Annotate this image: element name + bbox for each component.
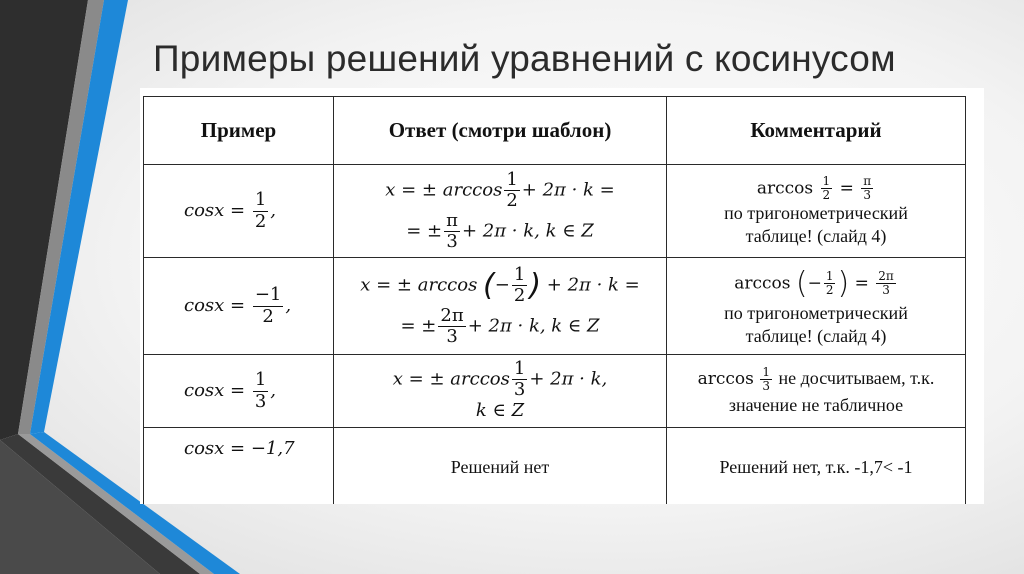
example-cell: [144, 355, 334, 428]
comment-line-2: по тригонометрический: [724, 203, 908, 224]
answer-line-1: x = ± arccos $\frac{1}{3}$ + 2π · k,: [392, 358, 608, 401]
table-row: [144, 258, 966, 355]
examples-table: [143, 96, 966, 504]
comment-cell: [667, 258, 966, 355]
comment-formula: arccos $\frac{1}{2}$ = $\frac{\pi}{3}$: [756, 173, 872, 202]
example-cell: [144, 258, 334, 355]
answer-line-1: x = ± arccos (− $\frac{1}{2}$ ) + 2π · k =: [360, 263, 640, 306]
example-formula: cosx = $\frac{1}{3}$ ,: [184, 369, 277, 412]
answer-line-2: = ± $\frac{2\pi}{3}$ + 2π · k, k ∈ Z: [400, 305, 600, 348]
answer-line-2: = ± $\frac{\pi}{3}$ + 2π · k, k ∈ Z: [406, 210, 594, 253]
example-formula: cosx = $\frac{-1}{2}$ ,: [184, 284, 292, 327]
example-cell: [144, 165, 334, 258]
comment-line-1: arccos $\frac{1}{3}$ не досчитываем, т.к.: [697, 364, 935, 394]
answer-line-1: x = ± arccos $\frac{1}{2}$ + 2π · k =: [385, 168, 615, 211]
comment-cell: [667, 165, 966, 258]
comment-cell: Решений нет, т.к. -1,7< -1: [667, 428, 966, 505]
answer-cell: [334, 355, 667, 428]
answer-cell: [334, 258, 667, 355]
table-row: [144, 355, 966, 428]
comment-line-2: значение не табличное: [728, 394, 904, 415]
example-formula: cosx = −1,7: [184, 438, 295, 459]
comment-cell: [667, 355, 966, 428]
comment-formula: arccos (− $\frac{1}{2}$ ) = $\frac{2\pi}{3}$: [734, 265, 894, 301]
answer-cell: Решений нет: [334, 428, 667, 505]
table-row: [144, 428, 966, 505]
answer-line-2: k ∈ Z: [475, 400, 525, 422]
header-answer: Ответ (смотри шаблон): [334, 97, 667, 165]
comment-line-3: таблице! (слайд 4): [745, 225, 887, 246]
example-formula: cosx = $\frac{1}{2}$ ,: [184, 189, 277, 232]
examples-table-container: [140, 88, 984, 504]
table-row: [144, 165, 966, 258]
comment-line-2: по тригонометрический: [724, 303, 908, 324]
table-header-row: [144, 97, 966, 165]
answer-cell: [334, 165, 667, 258]
slide-title: Примеры решений уравнений с косинусом: [153, 38, 896, 79]
header-comment: Комментарий: [667, 97, 966, 165]
example-cell: [144, 428, 334, 505]
comment-line-3: таблице! (слайд 4): [745, 325, 887, 346]
header-example: Пример: [144, 97, 334, 165]
